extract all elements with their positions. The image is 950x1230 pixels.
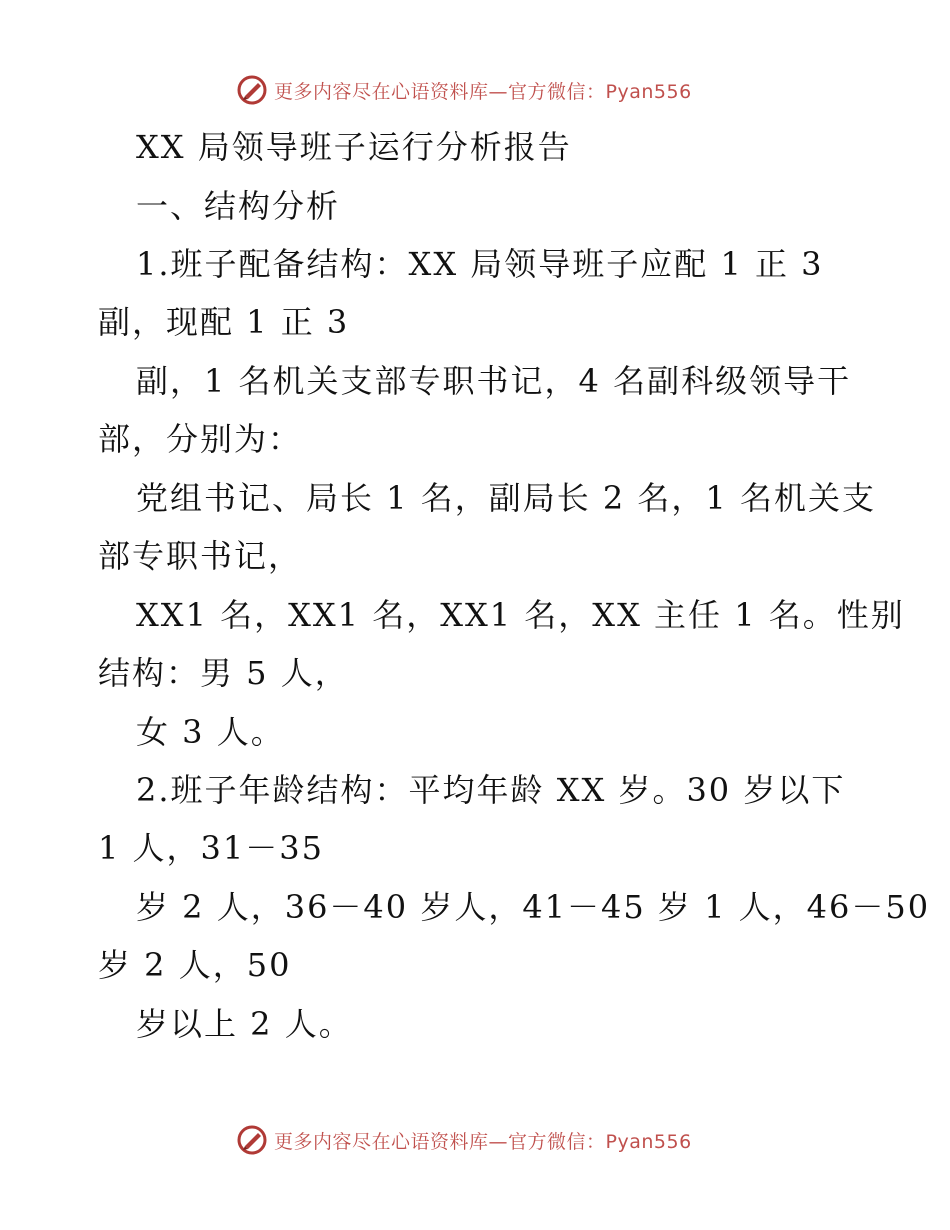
paragraph-line: 1 人，31－35: [98, 829, 324, 867]
paragraph-line: 党组书记、局长 1 名，副局长 2 名，1 名机关支: [136, 479, 876, 517]
paragraph-line: 部专职书记，: [98, 537, 303, 575]
paragraph-line: 副，现配 1 正 3: [98, 303, 350, 341]
paragraph-line: 岁 2 人，36－40 岁人，41－45 岁 1 人，46－50: [136, 888, 931, 926]
paragraph-line: 部，分别为：: [98, 420, 303, 458]
footer-watermark: [236, 1123, 692, 1157]
paragraph-line: 副，1 名机关支部专职书记，4 名副科级领导干: [136, 362, 852, 400]
header-watermark: [236, 73, 692, 107]
document-title: XX 局领导班子运行分析报告: [136, 128, 572, 166]
paragraph-line: 女 3 人。: [136, 713, 285, 751]
watermark-text: 更多内容尽在心语资料库—官方微信：Pyan556: [274, 80, 692, 103]
paragraph-line: 岁 2 人，50: [98, 946, 292, 984]
pen-logo-icon: [236, 74, 268, 106]
paragraph-line: 岁以上 2 人。: [136, 1005, 353, 1043]
paragraph-line: XX1 名，XX1 名，XX1 名，XX 主任 1 名。性别: [136, 596, 905, 634]
paragraph-line: 1.班子配备结构：XX 局领导班子应配 1 正 3: [136, 245, 824, 283]
section-heading: 一、结构分析: [136, 187, 341, 225]
paragraph-line: 结构：男 5 人，: [98, 654, 349, 692]
pen-logo-icon: [236, 1124, 268, 1156]
paragraph-line: 2.班子年龄结构：平均年龄 XX 岁。30 岁以下: [136, 771, 846, 809]
watermark-text: 更多内容尽在心语资料库—官方微信：Pyan556: [274, 1130, 692, 1153]
